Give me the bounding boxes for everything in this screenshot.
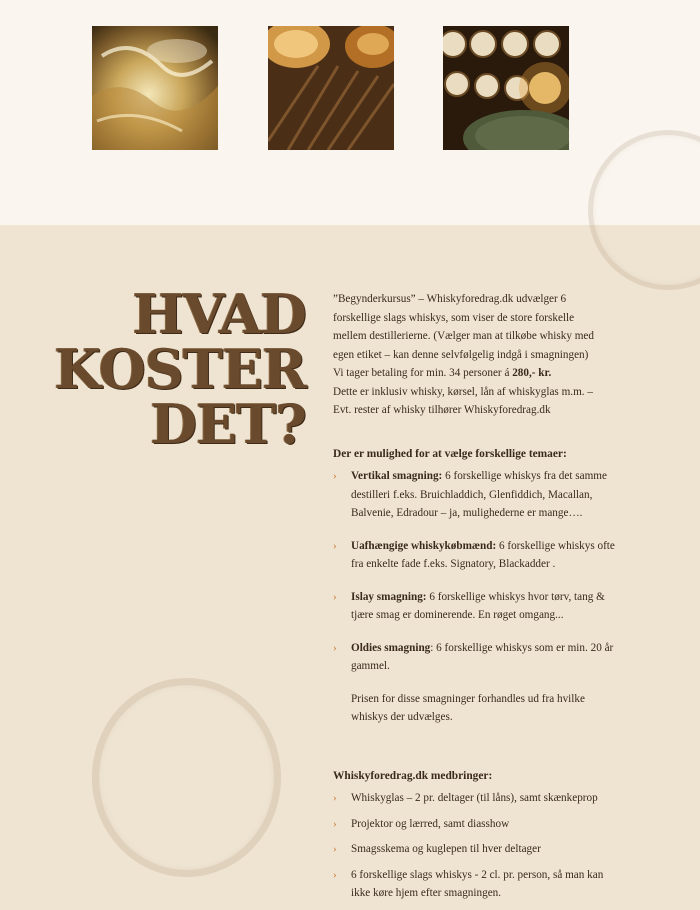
bring-item-text: 6 forskellige slags whiskys - 2 cl. pr. person, så man kan ikke køre hjem efter smagningen. <box>351 868 604 899</box>
theme-name: Islay smagning: <box>351 590 427 603</box>
chevron-right-icon: › <box>333 792 337 804</box>
list-item <box>333 588 623 625</box>
intro-line: Evt. rester af whisky tilhører Whiskyforedrag.dk <box>333 404 551 416</box>
price-line <box>333 364 623 383</box>
price-prefix: Vi tager betaling for min. 34 personer á <box>333 367 513 379</box>
price-note: Prisen for disse smagninger forhandles ud fra hvilke whiskys der udvælges. <box>351 692 585 723</box>
chevron-right-icon: › <box>333 641 337 654</box>
headline-line: DET? <box>150 392 306 456</box>
bring-title: Whiskyforedrag.dk medbringer: <box>333 769 493 782</box>
theme-description: : 6 forskellige whiskys som er min. 20 år gammel. <box>351 641 614 672</box>
list-item <box>333 639 623 676</box>
intro-line: mellem destillerierne. (Vælger man at tilkøbe whisky med <box>333 330 594 342</box>
themes-title: Der er mulighed for at vælge forskellige temaer: <box>333 447 567 460</box>
chevron-right-icon: › <box>333 817 337 830</box>
headline-line: HVAD <box>132 282 306 346</box>
list-item <box>333 467 623 523</box>
list-item <box>333 789 623 808</box>
list-item <box>333 537 623 574</box>
chevron-right-icon: › <box>333 590 337 603</box>
theme-description: 6 forskellige whiskys fra det samme destilleri f.eks. Bruichladdich, Glenfiddich, Macallan, Balvenie, Edradour – ja, mulighederne er mange…. <box>351 470 607 519</box>
intro-line: forskellige slags whiskys, som viser de store forskelle <box>333 311 575 324</box>
coffee-ring-stain-icon <box>92 678 281 877</box>
chevron-right-icon: › <box>333 868 337 881</box>
intro-line: ”Begynderkursus” – Whiskyforedrag.dk udvælger 6 <box>333 293 567 305</box>
theme-name: Vertikal smagning: <box>351 470 443 482</box>
bring-list <box>333 789 623 903</box>
bring-item-text: Whiskyglas – 2 pr. deltager (til låns), samt skænkeprop <box>351 792 598 804</box>
themes-list <box>333 467 623 676</box>
chevron-right-icon: › <box>333 843 337 855</box>
intro-paragraph <box>333 290 623 420</box>
chevron-right-icon: › <box>333 539 337 552</box>
bring-item-text: Smagsskema og kuglepen til hver deltager <box>351 843 541 855</box>
list-item <box>333 840 623 859</box>
barrel-cellar-photo-icon <box>443 26 569 150</box>
list-item <box>333 866 623 903</box>
theme-name: Oldies smagning <box>351 641 431 654</box>
whisky-glass-photo-icon <box>92 26 218 150</box>
whisky-barrel-wood-photo-icon <box>268 26 394 150</box>
main-content <box>333 290 623 910</box>
theme-description: 6 forskellige whiskys ofte fra enkelte fade f.eks. Signatory, Blackadder . <box>351 539 615 570</box>
theme-description: 6 forskellige whiskys hvor tørv, tang & tjære smag er dominerende. En røget omgang... <box>351 590 605 621</box>
page-headline <box>44 282 306 456</box>
bring-item-text: Projektor og lærred, samt diasshow <box>351 817 510 830</box>
theme-name: Uafhængige whiskykøbmænd: <box>351 539 497 552</box>
intro-line: egen etiket – kan denne selvfølgelig indgå i smagningen) <box>333 348 589 361</box>
intro-line: Dette er inklusiv whisky, kørsel, lån af whiskyglas m.m. – <box>333 385 593 398</box>
chevron-right-icon: › <box>333 470 337 482</box>
price-value: 280,- kr. <box>512 367 552 379</box>
headline-line: KOSTER <box>54 337 306 401</box>
list-item <box>333 815 623 834</box>
